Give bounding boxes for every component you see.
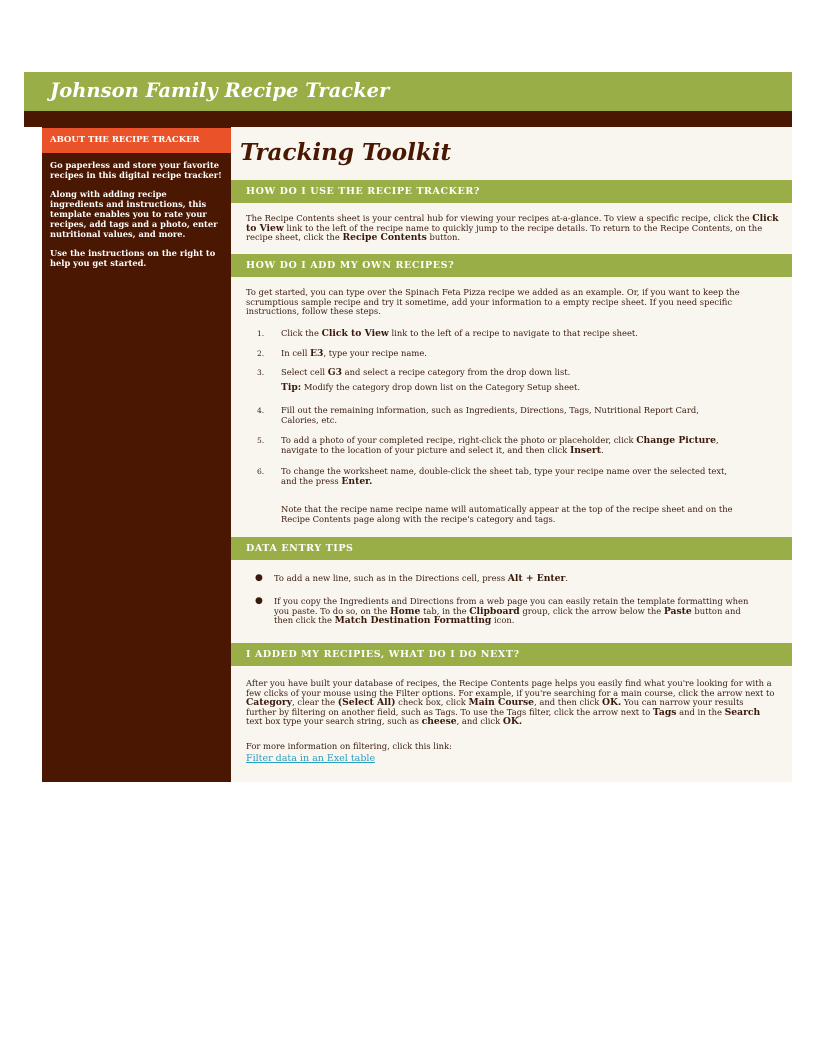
header-band: [24, 111, 792, 127]
section-text-use: The Recipe Contents sheet is your central hub for viewing your recipes at-a-glance. To view a specific recipe, click the Click to View link to the left of the recipe name to quickly jump to the recipe details. To return to the Recipe Contents, on the recipe sheet, click the Recipe Contents button.: [246, 213, 779, 243]
click-to-view-ref: Click to View: [246, 213, 779, 234]
recipe-contents-ref: Recipe Contents: [342, 232, 427, 243]
header-banner: [24, 72, 792, 111]
section-heading-tips: DATA ENTRY TIPS: [231, 537, 792, 560]
section-intro-add: To get started, you can type over the Spinach Feta Pizza recipe we added as an example. Or, if you want to keep the scrumptious sample recipe and try it sometime, add your information to a empty recipe sheet. If you need specific instructions, follow these steps.: [246, 287, 740, 316]
bullet-icon: ●: [255, 573, 263, 583]
sidebar-paragraph: Along with adding recipe ingredients and instructions, this template enables you to rate your recipes, add tags and a photo, enter nutritional values, and more.: [50, 189, 218, 239]
sidebar-paragraph: Go paperless and store your favorite recipes in this digital recipe tracker!: [50, 160, 222, 180]
sidebar-text: [50, 160, 222, 277]
page-title: Tracking Toolkit: [240, 139, 452, 166]
section-text-next: After you have built your database of recipes, the Recipe Contents page helps you easily find what you're looking for with a few clicks of your mouse using the Filter options. For example, if you're searching for a main course, click the arrow next to Category, clear the (Select All) check box, click Main Course, and then click OK. You can narrow your results further by filtering on another field, such as Tags. To use the Tags filter, click the arrow next to Tags and in the Search text box type your search string, such as cheese, and click OK.: [246, 678, 775, 727]
sidebar-heading: ABOUT THE RECIPE TRACKER: [42, 128, 231, 153]
section-heading-use: HOW DO I USE THE RECIPE TRACKER?: [231, 180, 792, 203]
sidebar-paragraph: Use the instructions on the right to help you get started.: [50, 248, 216, 268]
bullet-icon: ●: [255, 596, 263, 606]
section-heading-next: I ADDED MY RECIPIES, WHAT DO I DO NEXT?: [231, 643, 792, 666]
sidebar: [42, 127, 231, 782]
filter-more-text: For more information on filtering, click this link:: [246, 741, 452, 751]
section-heading-add: HOW DO I ADD MY OWN RECIPES?: [231, 254, 792, 277]
main-panel: Tracking Toolkit HOW DO I USE THE RECIPE TRACKER? The Recipe Contents sheet is your central hub for viewing your recipes at-a-glance. To view a specific recipe, click the Click to View link to the left of the recipe name to quickly jump to the recipe details. To return to the Recipe Contents, on the recipe sheet, click the Recipe Contents button. HOW DO I ADD MY OWN RECIPES? To get started, you can type over the Spinach Feta Pizza recipe we added as an example. Or, if you want to keep the scrumptious sample recipe and try it sometime, add your information to a empty recipe sheet. If you need specific instructions, follow these steps. 1. Click the Click to View link to the left of a recipe to navigate to that recipe sheet. 2. In cell E3, type your recipe name. 3. Select cell G3 and select a recipe category from the drop down list. Tip: Modify the category drop down list on the Category Setup sheet. 4. Fill out the remaining information, such as Ingredients, Directions, Tags, Nutritional Report Card, Calories, etc. 5. To add a photo of your completed recipe, right-click the photo or placeholder, click Change Picture, navigate to the location of your picture and select it, and then click Insert. 6. To change the worksheet name, double-click the sheet tab, type your recipe name over the selected text, and the press Enter. Note that the recipe name recipe name will automatically appear at the top of the recipe sheet and on the Recipe Contents page along with the recipe's category and tags. DATA ENTRY TIPS ● To add a new line, such as in the Directions cell, press Alt + Enter. ● If you copy the Ingredients and Directions from a web page you can easily retain the template formatting when you paste. To do so, on the Home tab, in the Clipboard group, click the arrow below the Paste button and then click the Match Destination Formatting icon. I ADDED MY RECIPIES, WHAT DO I DO NEXT? After you have built your database of recipes, the Recipe Contents page helps you easily find what you're looking for with a few clicks of your mouse using the Filter options. For example, if you're searching for a main course, click the arrow next to Category, clear the (Select All) check box, click Main Course, and then click OK. You can narrow your results further by filtering on another field, such as Tags. To use the Tags filter, click the arrow next to Tags and in the Search text box type your search string, such as cheese, and click OK. For more information on filtering, click this link: Filter data in an Exel table: [231, 127, 792, 782]
filter-help-link[interactable]: Filter data in an Exel table: [246, 753, 376, 764]
app-title: Johnson Family Recipe Tracker: [50, 79, 390, 102]
